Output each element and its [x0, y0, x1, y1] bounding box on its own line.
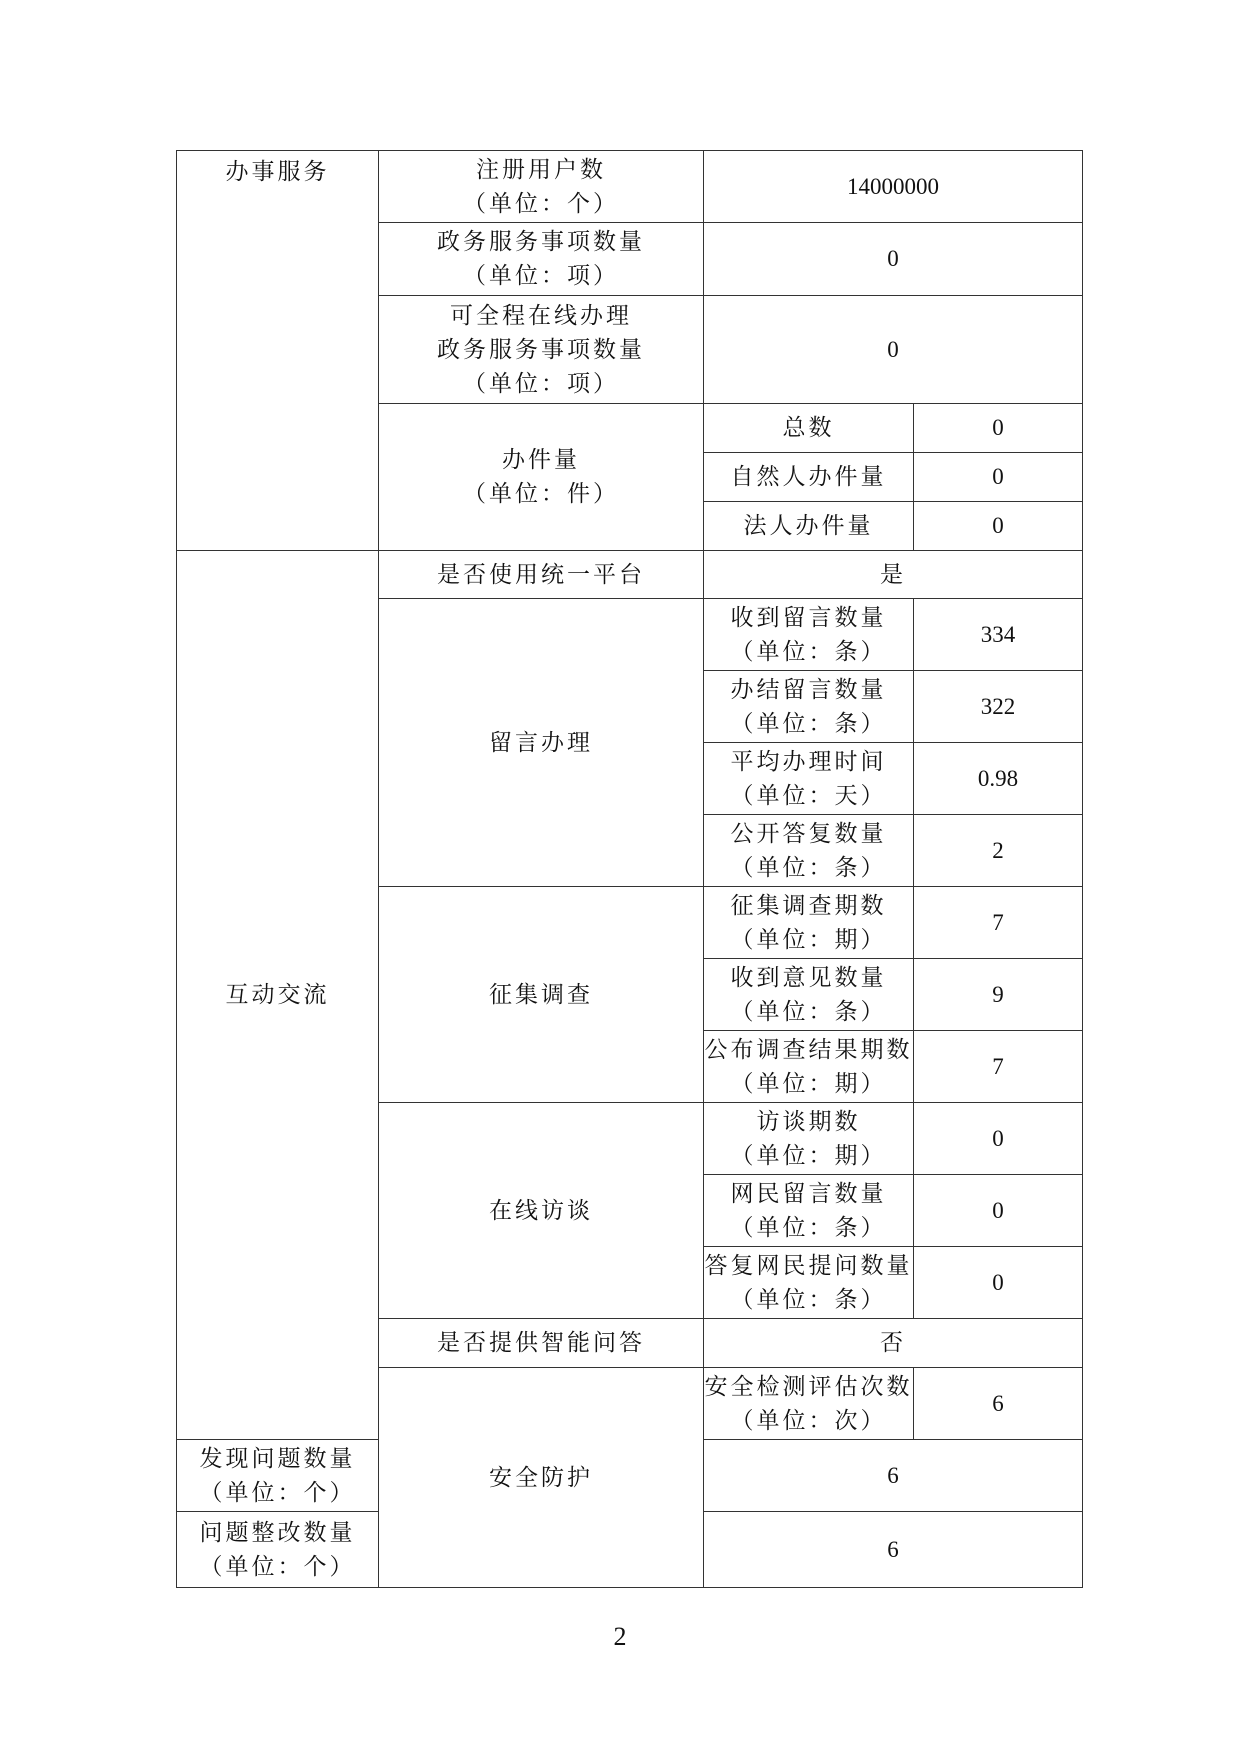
survey-opinions-label: 收到意见数量 （单位：条） [704, 959, 914, 1031]
interview-title: 在线访谈 [379, 1103, 704, 1319]
survey-periods-value: 7 [914, 887, 1083, 959]
smart-qa-value: 否 [704, 1319, 1083, 1368]
messages-closed-label: 办结留言数量 （单位：条） [704, 671, 914, 743]
security-checks-value: 6 [914, 1368, 1083, 1440]
cases-legal-value: 0 [914, 502, 1083, 551]
section-service: 办事服务 [177, 151, 379, 551]
registered-users-value: 14000000 [704, 151, 1083, 223]
messages-closed-value: 322 [914, 671, 1083, 743]
messages-avg-time-label: 平均办理时间 （单位：天） [704, 743, 914, 815]
interview-periods-value: 0 [914, 1103, 1083, 1175]
section-security: 安全防护 [379, 1368, 704, 1588]
cases-natural-label: 自然人办件量 [704, 453, 914, 502]
interview-messages-label: 网民留言数量 （单位：条） [704, 1175, 914, 1247]
cases-total-label: 总数 [704, 404, 914, 453]
interview-messages-value: 0 [914, 1175, 1083, 1247]
cases-natural-value: 0 [914, 453, 1083, 502]
cases-legal-label: 法人办件量 [704, 502, 914, 551]
cases-total-value: 0 [914, 404, 1083, 453]
registered-users-label: 注册用户数 （单位：个） [379, 151, 704, 223]
survey-title: 征集调查 [379, 887, 704, 1103]
messages-received-value: 334 [914, 599, 1083, 671]
service-items-label: 政务服务事项数量 （单位：项） [379, 223, 704, 296]
cases-label: 办件量 （单位：件） [379, 404, 704, 551]
interview-periods-label: 访谈期数 （单位：期） [704, 1103, 914, 1175]
online-items-value: 0 [704, 296, 1083, 404]
unified-platform-value: 是 [704, 551, 1083, 599]
survey-results-label: 公布调查结果期数 （单位：期） [704, 1031, 914, 1103]
survey-opinions-value: 9 [914, 959, 1083, 1031]
service-items-value: 0 [704, 223, 1083, 296]
page-number: 2 [613, 1622, 627, 1651]
messages-avg-time-value: 0.98 [914, 743, 1083, 815]
unified-platform-label: 是否使用统一平台 [379, 551, 704, 599]
interview-replies-value: 0 [914, 1247, 1083, 1319]
messages-title: 留言办理 [379, 599, 704, 887]
messages-public-label: 公开答复数量 （单位：条） [704, 815, 914, 887]
security-issues-label: 发现问题数量 （单位：个） [177, 1440, 379, 1512]
interview-replies-label: 答复网民提问数量 （单位：条） [704, 1247, 914, 1319]
survey-periods-label: 征集调查期数 （单位：期） [704, 887, 914, 959]
smart-qa-label: 是否提供智能问答 [379, 1319, 704, 1368]
online-items-label: 可全程在线办理 政务服务事项数量 （单位：项） [379, 296, 704, 404]
security-issues-value: 6 [704, 1440, 1083, 1512]
messages-public-value: 2 [914, 815, 1083, 887]
security-checks-label: 安全检测评估次数 （单位：次） [704, 1368, 914, 1440]
security-fixed-value: 6 [704, 1512, 1083, 1588]
survey-results-value: 7 [914, 1031, 1083, 1103]
statistics-table [176, 150, 1083, 1588]
security-fixed-label: 问题整改数量 （单位：个） [177, 1512, 379, 1588]
messages-received-label: 收到留言数量 （单位：条） [704, 599, 914, 671]
section-interaction: 互动交流 [177, 551, 379, 1440]
